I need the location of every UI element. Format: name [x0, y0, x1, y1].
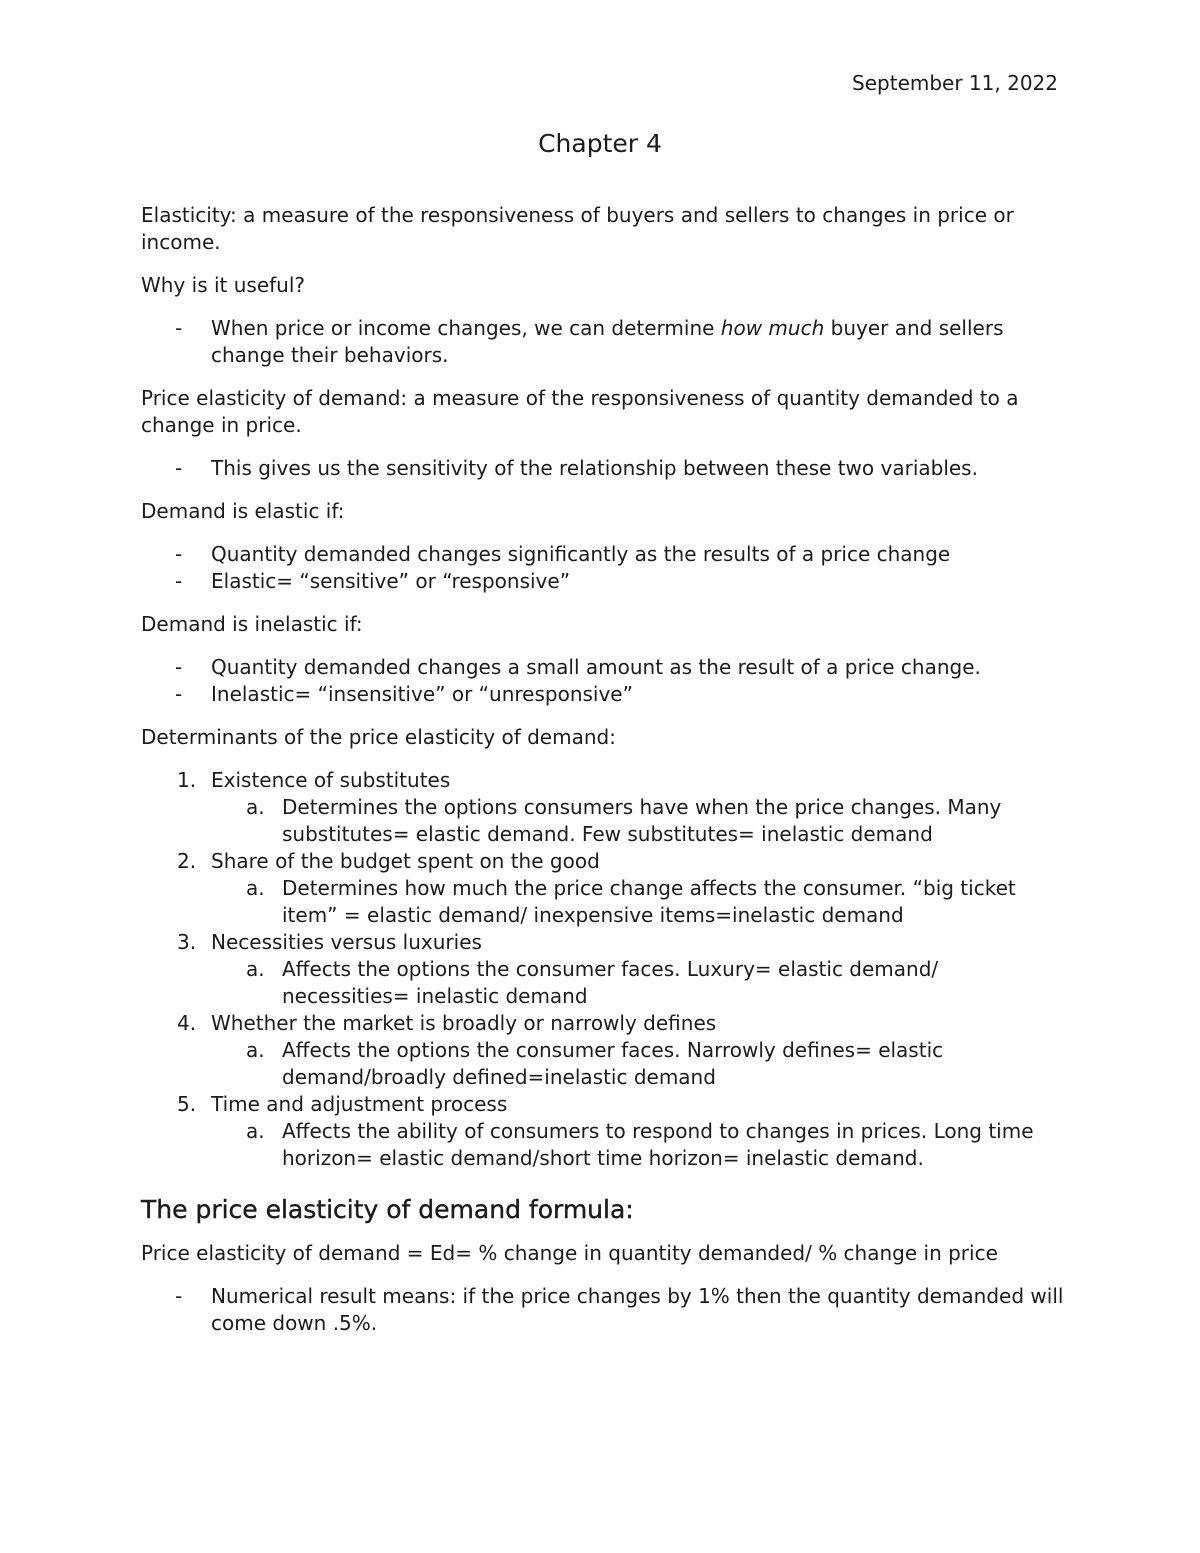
list-item	[141, 455, 1066, 482]
dash-bullet: -	[175, 542, 183, 566]
formula-list	[141, 1283, 1066, 1337]
inelastic-list	[141, 654, 1066, 708]
list-number: 5.	[177, 1092, 197, 1116]
list-number: 3.	[177, 930, 197, 954]
sub-list-item	[211, 875, 1066, 929]
determinant-label: Share of the budget spent on the good	[211, 849, 600, 873]
determinant-detail: Determines the options consumers have when the price changes. Many substitutes= elastic demand. Few substitutes= inelastic demand	[282, 795, 1002, 846]
sub-list-item	[211, 1118, 1066, 1172]
inelastic-item-text: Inelastic= “insensitive” or “unresponsive”	[211, 682, 633, 706]
list-item	[141, 681, 1066, 708]
determinant-item	[141, 848, 1066, 929]
document-body	[141, 202, 1066, 1353]
dash-bullet: -	[175, 316, 183, 340]
list-letter: a.	[246, 876, 265, 900]
determinant-label: Whether the market is broadly or narrowly defines	[211, 1011, 717, 1035]
list-item	[141, 541, 1066, 568]
dash-bullet: -	[175, 569, 183, 593]
sub-list-item	[211, 794, 1066, 848]
determinant-detail: Affects the options the consumer faces. Luxury= elastic demand/ necessities= inelastic demand	[282, 957, 939, 1008]
determinant-item	[141, 1091, 1066, 1172]
document-title: Chapter 4	[538, 129, 662, 158]
why-list	[141, 315, 1066, 369]
paragraph-elasticity-definition: Elasticity: a measure of the responsiveness of buyers and sellers to changes in price or income.	[141, 203, 1014, 254]
determinant-sublist	[211, 1118, 1066, 1172]
formula-item-text: Numerical result means: if the price changes by 1% then the quantity demanded will come down .5%.	[211, 1284, 1064, 1335]
list-number: 1.	[177, 768, 197, 792]
list-item	[141, 654, 1066, 681]
ped-list	[141, 455, 1066, 482]
list-item	[141, 568, 1066, 595]
determinant-detail: Affects the options the consumer faces. Narrowly defines= elastic demand/broadly defined=inelastic demand	[282, 1038, 944, 1089]
dash-bullet: -	[175, 682, 183, 706]
document-date: September 11, 2022	[852, 71, 1058, 95]
determinant-label: Existence of substitutes	[211, 768, 451, 792]
determinant-detail: Determines how much the price change affects the consumer. “big ticket item” = elastic demand/ inexpensive items=inelastic demand	[282, 876, 1016, 927]
determinant-item	[141, 767, 1066, 848]
paragraph-inelastic-if: Demand is inelastic if:	[141, 612, 363, 636]
determinant-sublist	[211, 1037, 1066, 1091]
list-item	[141, 315, 1066, 369]
elastic-item-text: Quantity demanded changes significantly as the results of a price change	[211, 542, 951, 566]
determinant-item	[141, 1010, 1066, 1091]
determinant-item	[141, 929, 1066, 1010]
elastic-list	[141, 541, 1066, 595]
why-item-text-pre: When price or income changes, we can determine	[211, 316, 721, 340]
sub-list-item	[211, 1037, 1066, 1091]
determinant-label: Necessities versus luxuries	[211, 930, 482, 954]
list-number: 4.	[177, 1011, 197, 1035]
ped-item-text: This gives us the sensitivity of the relationship between these two variables.	[211, 456, 978, 480]
list-letter: a.	[246, 795, 265, 819]
inelastic-item-text: Quantity demanded changes a small amount as the result of a price change.	[211, 655, 981, 679]
dash-bullet: -	[175, 456, 183, 480]
list-item	[141, 1283, 1066, 1337]
why-item-text-post: buyer and sellers change their behaviors.	[211, 316, 1004, 367]
paragraph-formula: Price elasticity of demand = Ed= % change in quantity demanded/ % change in price	[141, 1241, 998, 1265]
dash-bullet: -	[175, 655, 183, 679]
determinant-sublist	[211, 956, 1066, 1010]
list-number: 2.	[177, 849, 197, 873]
list-letter: a.	[246, 1119, 265, 1143]
elastic-item-text: Elastic= “sensitive” or “responsive”	[211, 569, 571, 593]
paragraph-price-elasticity-definition: Price elasticity of demand: a measure of the responsiveness of quantity demanded to a change in price.	[141, 386, 1019, 437]
section-heading-formula: The price elasticity of demand formula:	[141, 1195, 634, 1224]
list-letter: a.	[246, 1038, 265, 1062]
dash-bullet: -	[175, 1284, 183, 1308]
determinant-label: Time and adjustment process	[211, 1092, 508, 1116]
determinant-sublist	[211, 875, 1066, 929]
sub-list-item	[211, 956, 1066, 1010]
determinant-detail: Affects the ability of consumers to respond to changes in prices. Long time horizon= elastic demand/short time horizon= inelastic demand.	[282, 1119, 1034, 1170]
determinant-sublist	[211, 794, 1066, 848]
paragraph-determinants: Determinants of the price elasticity of demand:	[141, 725, 616, 749]
list-letter: a.	[246, 957, 265, 981]
paragraph-elastic-if: Demand is elastic if:	[141, 499, 345, 523]
why-item-emphasis: how much	[720, 316, 825, 340]
paragraph-why-useful: Why is it useful?	[141, 273, 306, 297]
determinants-list	[141, 767, 1066, 1172]
